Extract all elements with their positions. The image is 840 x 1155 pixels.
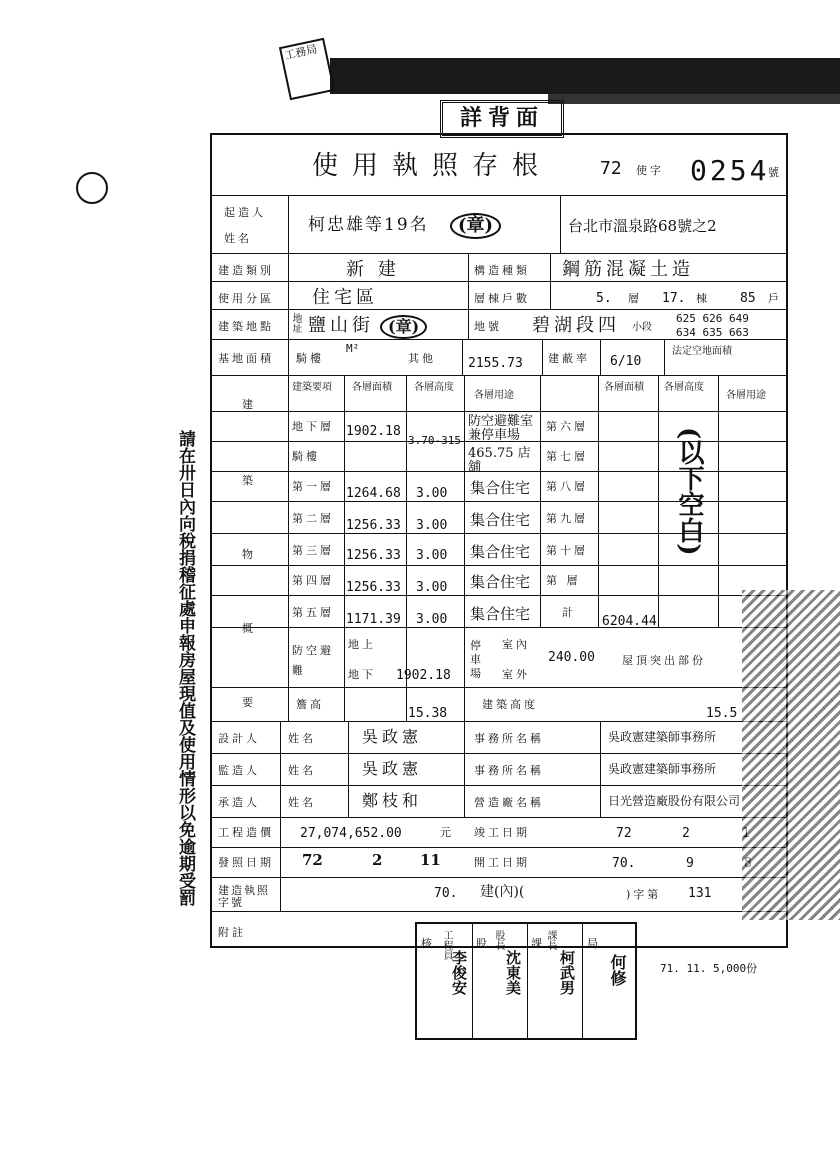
buildings-value: 17.	[662, 291, 686, 306]
permit-form	[210, 133, 788, 948]
floor-row-b1: 地下層	[292, 420, 334, 433]
buildings-unit: 棟	[696, 292, 710, 305]
lot-numbers-1: 625 626 649	[676, 312, 749, 325]
coverage-label: 建蔽率	[548, 352, 590, 365]
completion-label: 竣工日期	[474, 826, 530, 839]
coverage-value: 6/10	[610, 354, 642, 369]
parking-label: 停車場	[470, 639, 484, 680]
lot-section: 碧湖段四	[532, 315, 620, 336]
lot-label: 地號	[474, 320, 502, 333]
eave-value: 15.38	[408, 706, 448, 721]
lot-numbers-2: 634 635 663	[676, 326, 749, 339]
arcade-label: 騎樓	[296, 352, 324, 365]
floor-height-4: 3.00	[416, 580, 448, 595]
floor-height-3: 3.00	[416, 548, 448, 563]
site-label: 建築地點	[218, 320, 274, 333]
summary-side-1: 建	[242, 398, 256, 411]
col-area: 各層面積	[352, 382, 392, 393]
zoning-value: 住宅區	[312, 287, 378, 308]
floor-area-4: 1256.33	[346, 580, 401, 595]
completion-year: 72	[616, 826, 632, 841]
units-unit: 戶	[768, 292, 782, 305]
floor-height-1: 3.00	[416, 486, 448, 501]
permit-year-ref: 70.	[434, 886, 458, 901]
type-value: 新 建	[346, 259, 400, 280]
floor-area-5: 1171.39	[346, 612, 401, 627]
approval-title-2: 股長	[493, 930, 504, 950]
contractor-name: 鄭枝和	[362, 791, 423, 810]
floor-area-3: 1256.33	[346, 548, 401, 563]
summary-side-4: 概	[242, 622, 256, 635]
permit-char: 建(內)(	[480, 884, 525, 900]
approval-role-2: 股	[476, 937, 490, 950]
floor-height-5: 3.00	[416, 612, 448, 627]
struct-value: 鋼筋混凝土造	[562, 259, 694, 280]
approval-name-2: 沈東美	[504, 950, 522, 995]
height-label: 建築高度	[482, 698, 538, 711]
floor-area-2: 1256.33	[346, 518, 401, 533]
floor-row-n: 第 層	[546, 574, 581, 587]
floor-row-6: 第六層	[546, 420, 588, 433]
floor-row-10: 第十層	[546, 544, 588, 557]
floor-use-b1: 防空避難室 兼停車場	[468, 414, 534, 443]
floor-use-arcade: 465.75 店舖	[468, 446, 531, 475]
issue-year: 72	[302, 851, 323, 869]
completion-month: 2	[682, 826, 690, 841]
overlapping-document	[742, 590, 840, 920]
floors-unit: 層	[628, 292, 642, 305]
issue-label: 發照日期	[218, 856, 274, 869]
approval-name-3: 柯武男	[558, 950, 576, 995]
col-use: 各層用途	[474, 390, 514, 401]
approval-title-1: 工程員	[441, 930, 452, 960]
shelter-label: 防空避難	[292, 644, 334, 677]
area-unit: M²	[346, 342, 360, 355]
tax-notice: 請在卅日內向稅捐稽征處申報房屋現值及使用情形以免逾期受罰	[175, 430, 195, 906]
summary-side-3: 物	[242, 548, 256, 561]
shelter-below: 地下	[348, 668, 376, 681]
cost-label: 工程造價	[218, 826, 274, 839]
floor-row-5: 第五層	[292, 606, 334, 619]
floor-row-7: 第七層	[546, 450, 588, 463]
summary-side-5: 要	[242, 696, 256, 709]
contractor-firm-label: 營造廠名稱	[474, 796, 544, 809]
permit-number-ref: 131	[688, 886, 712, 901]
permit-number: 0254	[690, 154, 770, 187]
roof-label: 屋頂突出部份	[622, 654, 706, 667]
owner-address: 台北市溫泉路68號之2	[568, 217, 717, 235]
floor-use-4: 集合住宅	[470, 573, 531, 591]
shelter-above: 地上	[348, 638, 376, 651]
floor-total-value: 6204.44	[602, 614, 657, 629]
owner-label-2: 姓名	[224, 232, 252, 245]
floor-use-3: 集合住宅	[470, 543, 531, 561]
permit-year: 72	[600, 158, 622, 179]
designer-label: 設計人	[218, 732, 260, 745]
permit-suffix: 號	[768, 166, 782, 179]
area-label: 基地面積	[218, 352, 274, 365]
site-addr-label: 地址	[290, 313, 301, 333]
approval-name-1: 李俊安	[450, 950, 468, 995]
col-height-right: 各層高度	[664, 382, 704, 393]
start-label: 開工日期	[474, 856, 530, 869]
floor-row-1: 第一層	[292, 480, 334, 493]
issue-day: 11	[420, 851, 441, 869]
contractor-firm: 日光營造廠股份有限公司	[608, 794, 741, 808]
note-label: 附註	[218, 926, 246, 939]
other-label: 其他	[408, 352, 436, 365]
print-mark: 71. 11. 5,000份	[660, 962, 758, 975]
floor-total-label: 計	[562, 606, 576, 619]
supervisor-name: 吳政憲	[362, 759, 423, 778]
floor-row-8: 第八層	[546, 480, 588, 493]
approval-title-3: 課長	[545, 930, 556, 950]
blank-note: (以下空白)	[674, 427, 704, 556]
supervisor-office: 吳政憲建築師事務所	[608, 762, 717, 776]
floor-area-1: 1264.68	[346, 486, 401, 501]
contractor-name-label: 姓名	[288, 796, 316, 809]
tag-label: 詳背面	[440, 100, 564, 138]
setback-label: 法定空地面積	[672, 346, 732, 357]
summary-side-2: 築	[242, 474, 256, 487]
scan-shadow	[330, 58, 840, 94]
supervisor-office-label: 事務所名稱	[474, 764, 544, 777]
type-label: 建造類別	[218, 264, 274, 277]
owner-label-1: 起造人	[224, 206, 266, 219]
floor-use-1: 集合住宅	[470, 479, 531, 497]
approval-box	[415, 922, 637, 1040]
eave-label: 簷高	[296, 698, 324, 711]
designer-office-label: 事務所名稱	[474, 732, 544, 745]
floor-area-b1: 1902.18	[346, 424, 401, 439]
designer-name-label: 姓名	[288, 732, 316, 745]
floor-row-2: 第二層	[292, 512, 334, 525]
designer-name: 吳政憲	[362, 727, 423, 746]
permit-prefix: 使字	[636, 164, 664, 177]
zoning-label: 使用分區	[218, 292, 274, 305]
permit-label: 建造執照字號	[218, 884, 270, 909]
cost-value: 27,074,652.00	[300, 826, 402, 841]
floors-value: 5.	[596, 291, 612, 306]
approval-role-3: 課	[531, 937, 545, 950]
cost-unit: 元	[440, 826, 454, 839]
parking-outdoor: 室外	[502, 668, 530, 681]
col-item: 建築要項	[292, 382, 332, 393]
issue-month: 2	[372, 851, 383, 869]
site-seal: (章)	[380, 315, 427, 339]
lot-subsection: 小段	[632, 322, 652, 333]
parking-value: 240.00	[548, 650, 595, 665]
floors-label: 層棟戶數	[474, 292, 530, 305]
struct-label: 構造種類	[474, 264, 530, 277]
form-title: 使用執照存根	[312, 151, 553, 181]
floor-height-b1: 3.70-315	[408, 434, 461, 447]
site-addr-value: 鹽山街	[308, 315, 374, 336]
floor-row-arcade: 騎樓	[292, 450, 320, 463]
floor-use-2: 集合住宅	[470, 511, 531, 529]
owner-seal: (章)	[450, 213, 501, 239]
supervisor-name-label: 姓名	[288, 764, 316, 777]
start-year: 70.	[612, 856, 636, 871]
col-height: 各層高度	[414, 382, 454, 393]
height-value: 15.5	[706, 706, 738, 721]
floor-height-2: 3.00	[416, 518, 448, 533]
approval-role-4: 局	[587, 937, 601, 950]
floor-row-3: 第三層	[292, 544, 334, 557]
units-value: 85	[740, 291, 756, 306]
shelter-value: 1902.18	[396, 668, 451, 683]
floor-use-5: 集合住宅	[470, 605, 531, 623]
parking-indoor: 室內	[502, 638, 530, 651]
designer-office: 吳政憲建築師事務所	[608, 730, 717, 744]
start-month: 9	[686, 856, 694, 871]
approval-name-4: 何修	[608, 954, 627, 986]
supervisor-label: 監造人	[218, 764, 260, 777]
col-area-right: 各層面積	[604, 382, 644, 393]
corner-stamp: 工務局	[279, 38, 335, 100]
owner-name: 柯忠雄等19名	[308, 215, 429, 235]
other-value: 2155.73	[468, 356, 523, 371]
floor-row-4: 第四層	[292, 574, 334, 587]
permit-suffix-ref: )字第	[626, 888, 662, 901]
floor-row-9: 第九層	[546, 512, 588, 525]
punch-hole	[76, 172, 108, 204]
scan-shadow-lower	[548, 94, 840, 104]
col-use-right: 各層用途	[726, 390, 766, 401]
contractor-label: 承造人	[218, 796, 260, 809]
approval-role-1: 核	[421, 937, 435, 950]
